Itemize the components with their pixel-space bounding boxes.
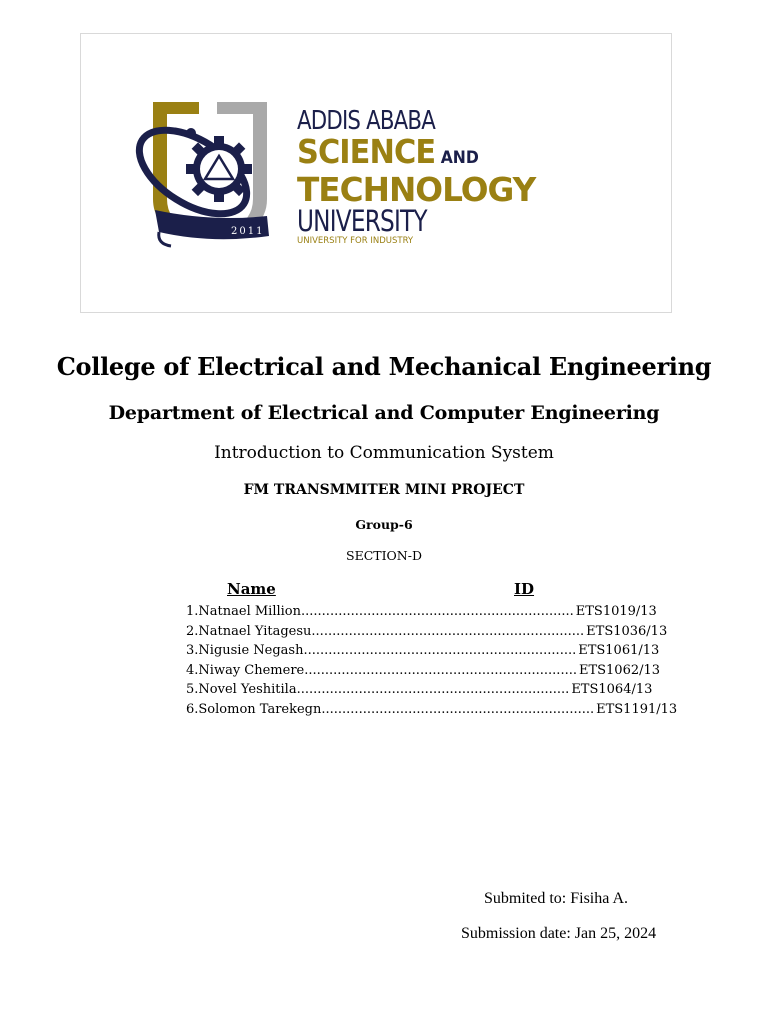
member-name: Novel Yeshitila xyxy=(198,682,297,698)
logo-line-science: SCIENCE AND xyxy=(297,132,479,171)
member-name: Natnael Million xyxy=(198,604,302,619)
list-item: 4. Niway Chemere .................................................................. ETS1062/13 xyxy=(186,661,556,681)
member-list xyxy=(186,602,678,720)
submission-date: Submission date: Jan 25, 2024 xyxy=(461,925,657,942)
logo-line-university: UNIVERSITY xyxy=(297,204,427,238)
logo-line-technology: TECHNOLOGY xyxy=(297,170,536,209)
group-label: Group-6 xyxy=(355,517,413,532)
logo-line-addis-ababa: ADDIS ABABA xyxy=(297,106,436,136)
section-label: SECTION-D xyxy=(346,548,422,563)
member-id: ETS1062/13 xyxy=(578,662,661,678)
logo-tagline: UNIVERSITY FOR INDUSTRY xyxy=(297,236,414,246)
course-title: Introduction to Communication System xyxy=(214,443,554,463)
member-name: Solomon Tarekegn xyxy=(198,701,322,717)
id-column-header: ID xyxy=(514,580,535,598)
college-title: College of Electrical and Mechanical Engineering xyxy=(56,352,712,381)
member-name: Natnael Yitagesu xyxy=(198,623,312,639)
member-id: ETS1191/13 xyxy=(596,701,678,717)
svg-text:2011: 2011 xyxy=(231,226,265,237)
project-title: FM TRANSMMITER MINI PROJECT xyxy=(243,482,525,498)
list-item: 2. Natnael Yitagesu .................................................................. ETS1036/13 xyxy=(186,622,556,642)
member-name: Nigusie Negash xyxy=(198,643,304,659)
submitted-to: Submited to: Fisiha A. xyxy=(484,890,629,907)
member-id: ETS1036/13 xyxy=(586,623,668,639)
member-id: ETS1061/13 xyxy=(578,643,660,659)
member-name: Niway Chemere xyxy=(198,662,305,678)
list-item: 5. Novel Yeshitila .................................................................. ETS1064/13 xyxy=(186,680,556,700)
name-column-header: Name xyxy=(227,580,276,598)
member-id: ETS1064/13 xyxy=(571,682,653,698)
department-title: Department of Electrical and Computer Engineering xyxy=(108,402,660,424)
logo-and: AND xyxy=(440,148,479,168)
list-item: 1. Natnael Million .................................................................. ETS1019/13 xyxy=(186,602,556,622)
list-item: 6. Solomon Tarekegn .................................................................. ETS1191/13 xyxy=(186,700,556,720)
member-id: ETS1019/13 xyxy=(575,604,657,619)
list-item: 3. Nigusie Negash .................................................................. ETS1061/13 xyxy=(186,641,556,661)
university-logo xyxy=(80,33,672,313)
